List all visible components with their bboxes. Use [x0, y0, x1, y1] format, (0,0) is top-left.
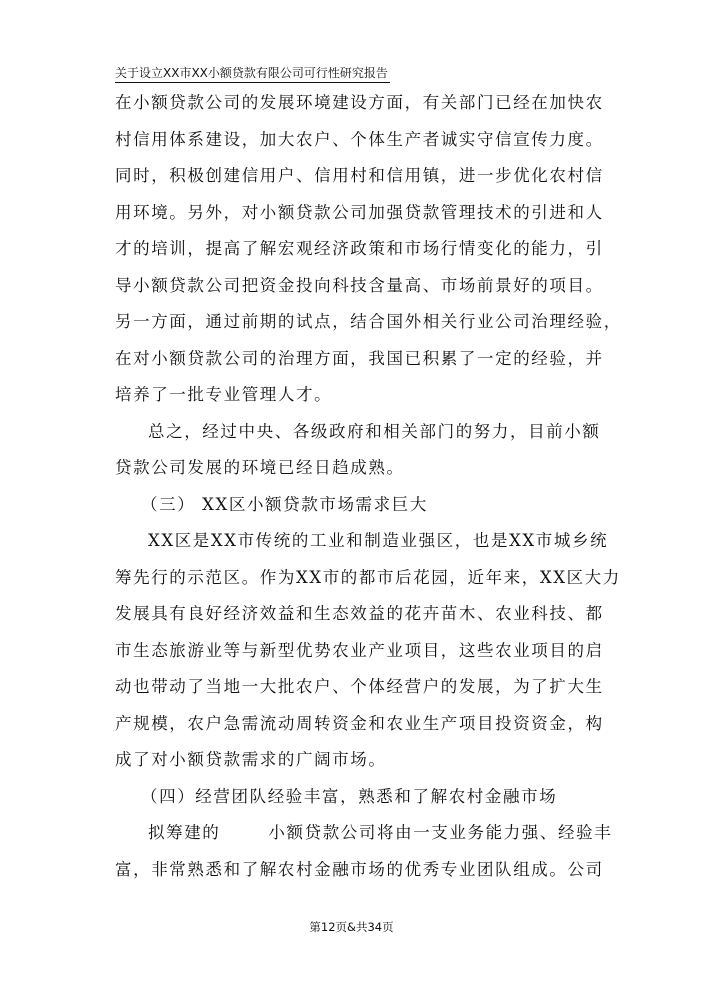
paragraph-line: 导小额贷款公司把资金投向科技含量高、市场前景好的项目。 — [115, 275, 604, 295]
paragraph-line: 贷款公司发展的环境已经日趋成熟。 — [115, 458, 405, 477]
line-segment-end: 小额贷款公司将由一支业务能力强、经验丰 — [268, 823, 613, 842]
paragraph-line: 在对小额贷款公司的治理方面，我国已积累了一定的经验，并 — [115, 348, 604, 368]
paragraph-line: 动也带动了当地一大批农户、个体经营户的发展，为了扩大生 — [115, 677, 604, 696]
paragraph-line: 产规模，农户急需流动周转资金和农业生产项目投资资金，构 — [115, 713, 604, 733]
page-number: 第12页&共34页 — [309, 920, 394, 934]
section-heading: （四）经营团队经验丰富，熟悉和了解农村金融市场 — [141, 786, 558, 806]
paragraph-line: 培养了一批专业管理人才。 — [115, 385, 333, 404]
paragraph-line: 成了对小额贷款需求的广阔市场。 — [115, 750, 387, 769]
paragraph-line: 在小额贷款公司的发展环境建设方面，有关部门已经在加快农 — [115, 93, 604, 112]
paragraph-line: XX区是XX市传统的工业和制造业强区，也是XX市城乡统 — [148, 531, 609, 550]
section-heading: （三） XX区小额贷款市场需求巨大 — [141, 494, 428, 514]
paragraph-line: 另一方面，通过前期的试点，结合国外相关行业公司治理经验， — [115, 312, 622, 331]
paragraph-line: 才的培训，提高了解宏观经济政策和市场行情变化的能力，引 — [115, 239, 604, 258]
paragraph-line: 总之，经过中央、各级政府和相关部门的努力，目前小额 — [148, 421, 601, 441]
paragraph-line: 村信用体系建设，加大农户、个体生产者诚实守信宣传力度。 — [115, 129, 604, 149]
line-segment-start: 拟筹建的 — [148, 823, 221, 842]
paragraph-line: 筹先行的示范区。作为XX市的都市后花园，近年来，XX区大力 — [115, 567, 621, 587]
paragraph-line: 同时，积极创建信用户、信用村和信用镇，进一步优化农村信 — [115, 166, 604, 185]
paragraph-line: 富，非常熟悉和了解农村金融市场的优秀专业团队组成。公司 — [115, 859, 604, 879]
paragraph-line: 用环境。另外，对小额贷款公司加强贷款管理技术的引进和人 — [115, 202, 604, 222]
paragraph-line: 发展具有良好经济效益和生态效益的花卉苗木、农业科技、都 — [115, 604, 604, 623]
document-body — [115, 85, 622, 888]
paragraph-line: 市生态旅游业等与新型优势农业产业项目，这些农业项目的启 — [115, 640, 604, 660]
document-header: 关于设立XX市XX小额贷款有限公司可行性研究报告 — [115, 64, 390, 83]
paragraph-line — [115, 815, 613, 852]
